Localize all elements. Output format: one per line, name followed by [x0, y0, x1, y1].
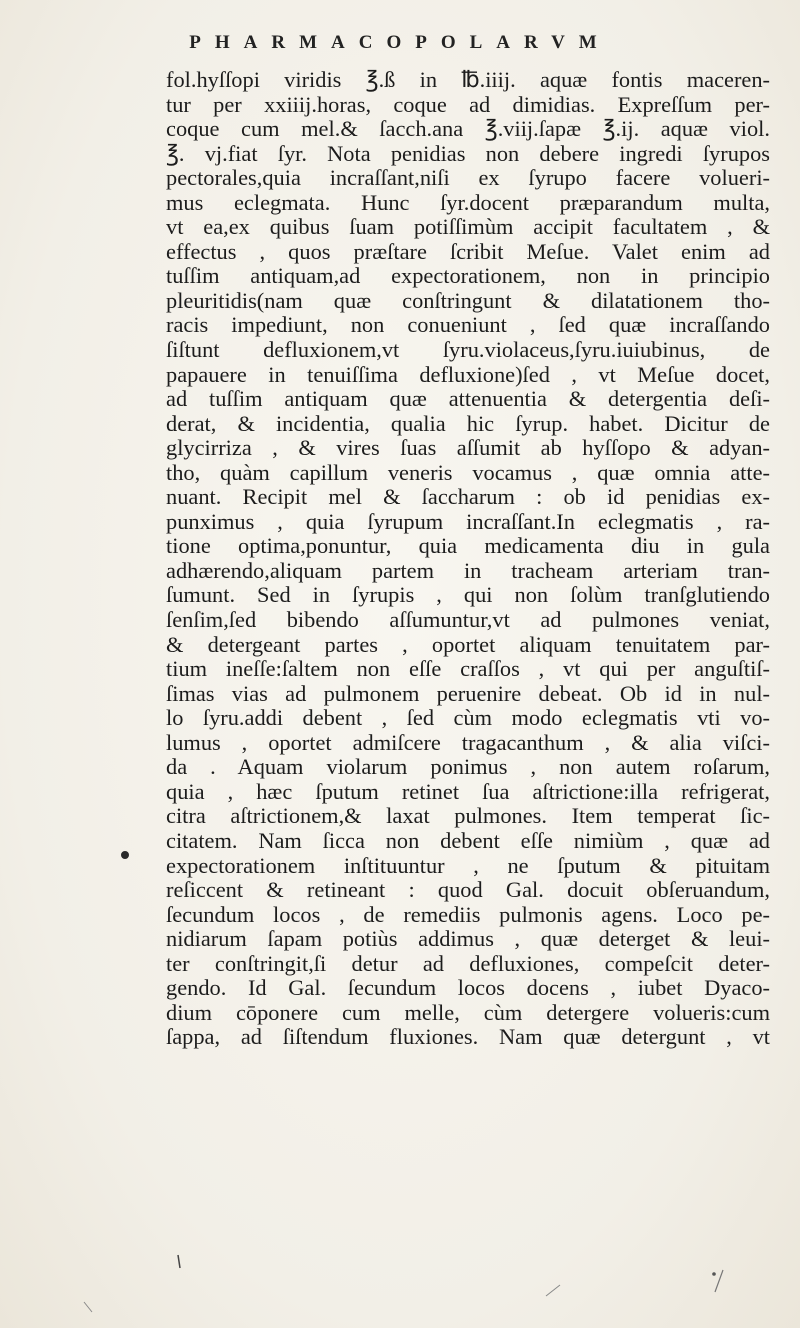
running-head: PHARMACOPOLARVM [189, 32, 611, 53]
text-line: tur per xxiiij.horas, coque ad dimidias. Expreſſum per- [166, 91, 770, 117]
text-line: nuant. Recipit mel & ſaccharum : ob id penidias ex- [166, 484, 770, 510]
text-line: coque cum mel.& ſacch.ana ℥.viij.ſapæ ℥.ij. aquæ viol. [166, 116, 770, 142]
text-line: quia , hæc ſputum retinet ſua aſtrictione:illa refrigerat, [166, 778, 770, 804]
text-line: expectorationem inſtituuntur , ne ſputum & pituitam [166, 852, 770, 878]
text-line: tuſſim antiquam,ad expectorationem, non in principio [166, 263, 770, 289]
text-line: tho, quàm capillum veneris vocamus , quæ omnia atte- [166, 459, 770, 485]
text-line: reſiccent & retineant : quod Gal. docuit obſeruandum, [166, 877, 770, 903]
text-line: tione optima,ponuntur, quia medicamenta diu in gula [166, 533, 770, 559]
text-line: ſimas vias ad pulmonem peruenire debeat. Ob id in nul- [166, 680, 770, 706]
text-line: pleuritidis(nam quæ conſtringunt & dilatationem tho- [166, 287, 770, 313]
text-line: citra aſtrictionem,& laxat pulmones. Item temperat ſic- [166, 803, 770, 829]
text-line: racis impediunt, non conueniunt , ſed quæ incraſſando [166, 312, 770, 338]
text-line: & detergeant partes , oportet aliquam tenuitatem par- [166, 631, 770, 657]
text-line: dium cōponere cum melle, cùm detergere volueris:cum [166, 999, 770, 1025]
text-line: ſappa, ad ſiſtendum fluxiones. Nam quæ detergunt , vt [166, 1024, 770, 1050]
text-line: da . Aquam violarum ponimus , non autem roſarum, [166, 754, 770, 780]
ink-dot-mark [121, 851, 129, 859]
text-line: lumus , oportet admiſcere tragacanthum , & alia viſci- [166, 729, 770, 755]
text-line: glycirriza , & vires ſuas aſſumit ab hyſſopo & adyan- [166, 435, 770, 461]
text-line: ſenſim,ſed bibendo aſſumuntur,vt ad pulmones veniat, [166, 607, 770, 633]
text-line: citatem. Nam ſicca non debent eſſe nimiùm , quæ ad [166, 827, 770, 853]
text-line: fol.hyſſopi viridis ℥.ß in ℔.iiij. aquæ fontis maceren- [166, 67, 770, 92]
text-line: ad tuſſim antiquam quæ attenuentia & detergentia deſi- [166, 386, 770, 412]
text-line: nidiarum ſapam potiùs addimus , quæ deterget & leui- [166, 926, 770, 952]
text-line: ter conſtringit,ſi detur ad defluxiones, compeſcit deter- [166, 950, 770, 976]
text-line: mus eclegmata. Hunc ſyr.docent præparandum multa, [166, 189, 770, 215]
pencil-stroke-mark [178, 1255, 180, 1268]
text-line: vt ea,ex quibus ſuam potiſſimùm accipit facultatem , & [166, 214, 770, 240]
text-line: punximus , quia ſyrupum incraſſant.In eclegmatis , ra- [166, 508, 770, 534]
text-line: ſecundum locos , de remediis pulmonis agens. Loco pe- [166, 901, 770, 927]
text-line: adhærendo,aliquam partem in tracheam arteriam tran- [166, 557, 770, 583]
text-line: lo ſyru.addi debent , ſed cùm modo eclegmatis vti vo- [166, 705, 770, 731]
ink-dot-mark [712, 1272, 716, 1276]
text-line: ℥. vj.fiat ſyr. Nota penidias non debere ingredi ſyrupos [166, 140, 770, 166]
pencil-stroke-mark [84, 1302, 92, 1312]
text-line: ſiſtunt defluxionem,vt ſyru.violaceus,ſyru.iuiubinus, de [166, 337, 770, 363]
text-line: gendo. Id Gal. ſecundum locos docens , iubet Dyaco- [166, 975, 770, 1001]
text-line: tium ineſſe:ſaltem non eſſe craſſos , vt qui per anguſtiſ- [166, 656, 770, 682]
text-line: pectorales,quia incraſſant,niſi ex ſyrupo facere volueri- [166, 165, 770, 191]
text-line: ſumunt. Sed in ſyrupis , qui non ſolùm tranſglutiendo [166, 582, 770, 608]
text-line: effectus , quos præſtare ſcribit Meſue. Valet enim ad [166, 238, 770, 264]
text-line: derat, & incidentia, qualia hic ſyrup. habet. Dicitur de [166, 410, 770, 436]
pencil-stroke-mark [546, 1285, 560, 1296]
text-line: papauere in tenuiſſima defluxione)ſed , vt Meſue docet, [166, 361, 770, 387]
pencil-stroke-mark [715, 1270, 723, 1292]
